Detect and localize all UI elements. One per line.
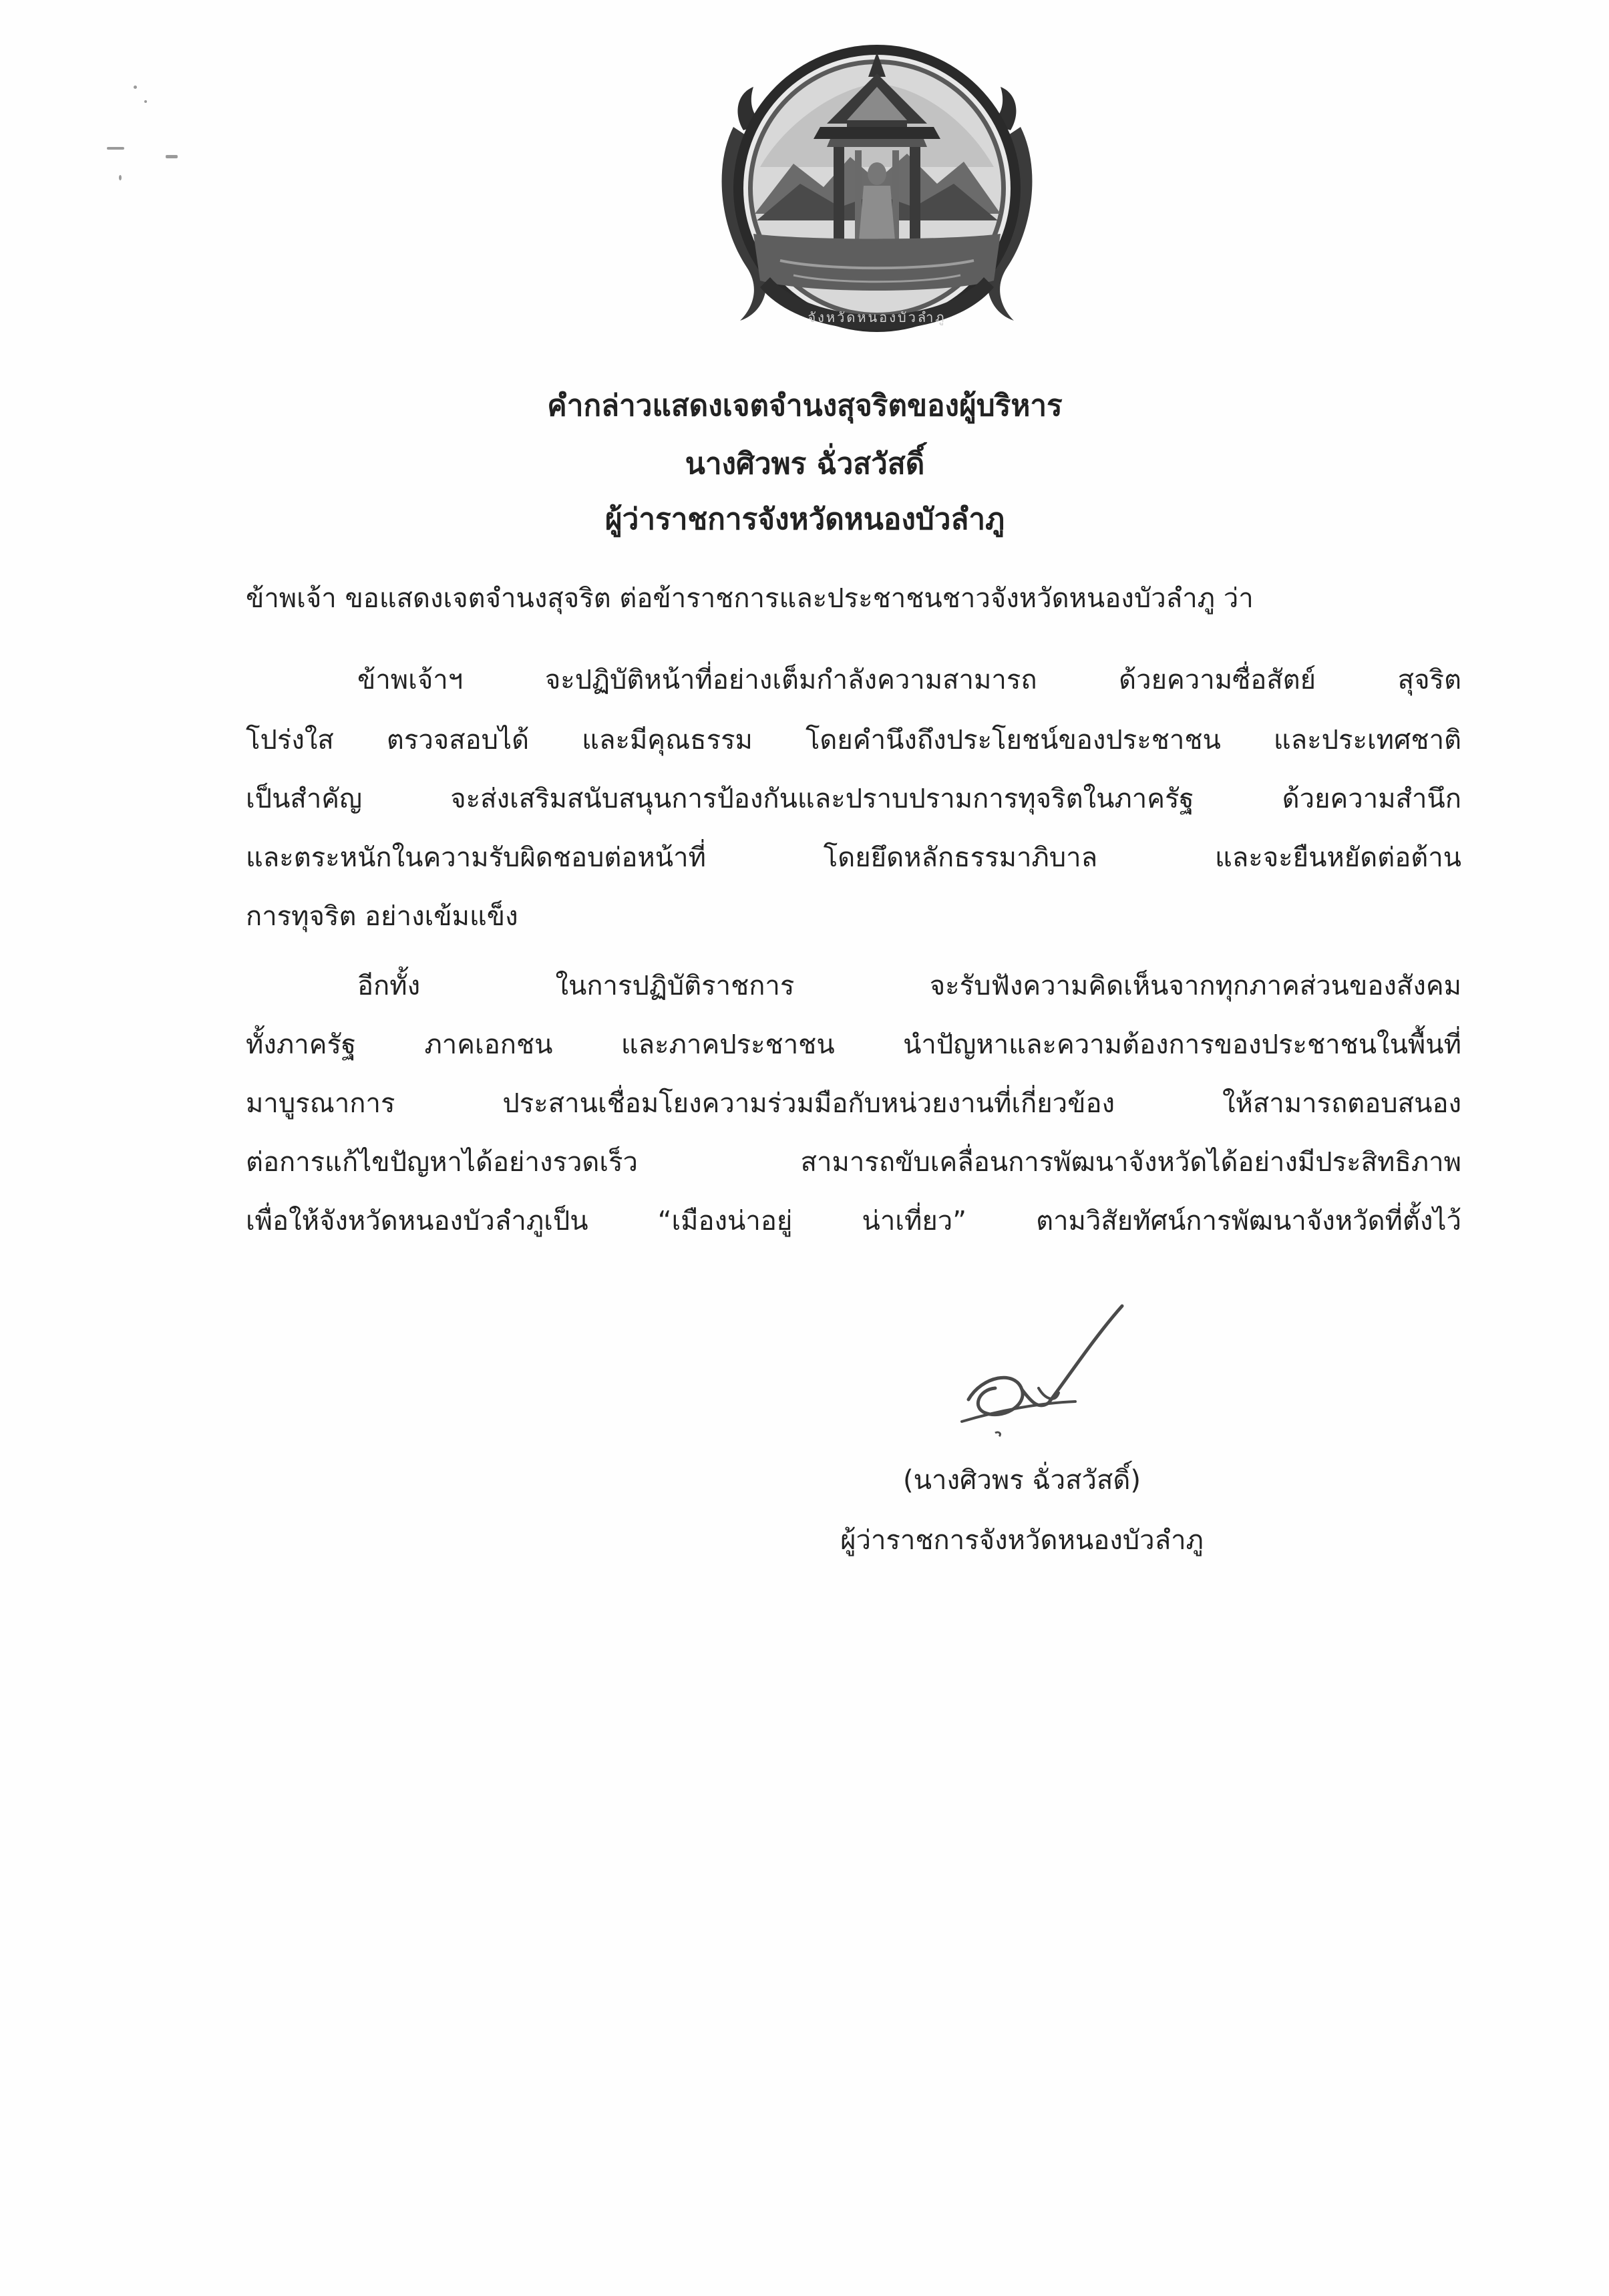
paragraph2-line: เพื่อให้จังหวัดหนองบัวลำภูเป็น “เมืองน่าอยู่ น่าเที่ยว” ตามวิสัยทัศน์การพัฒนาจังหวัดที่ตั้งไว้ xyxy=(246,1206,1461,1237)
seal-ring-text: จังหวัดหนองบัวลำภู xyxy=(808,309,946,325)
intro-line: ข้าพเจ้า ขอแสดงเจตจำนงสุจริต ต่อข้าราชการและประชาชนชาวจังหวัดหนองบัวลำภู ว่า xyxy=(246,583,1254,614)
paragraph1-line: เป็นสำคัญ จะส่งเสริมสนับสนุนการป้องกันและปราบปรามการทุจริตในภาครัฐ ด้วยความสำนึก xyxy=(246,784,1461,814)
paragraph1-line: การทุจริต อย่างเข้มแข็ง xyxy=(246,901,518,932)
scan-speck xyxy=(166,155,178,158)
paragraph2-line: ต่อการแก้ไขปัญหาได้อย่างรวดเร็ว สามารถขับเคลื่อนการพัฒนาจังหวัดได้อย่างมีประสิทธิภาพ xyxy=(246,1147,1461,1178)
handwritten-signature xyxy=(922,1303,1142,1463)
scan-speck xyxy=(119,175,122,180)
paragraph1-line: และตระหนักในความรับผิดชอบต่อหน้าที่ โดยยึดหลักธรรมาภิบาล และจะยืนหยัดต่อต้าน xyxy=(246,842,1461,873)
official-name-heading: นางศิวพร ฉั่วสวัสดิ์ xyxy=(685,447,925,481)
scan-speck xyxy=(134,86,137,89)
provincial-seal-emblem xyxy=(707,13,1047,364)
paragraph1-line: โปร่งใส ตรวจสอบได้ และมีคุณธรรม โดยคำนึงถึงประโยชน์ของประชาชน และประเทศชาติ xyxy=(246,725,1461,756)
scan-speck xyxy=(107,147,124,150)
paragraph2-line: อีกทั้ง ในการปฏิบัติราชการ จะรับฟังความคิดเห็นจากทุกภาคส่วนของสังคม xyxy=(357,971,1461,1001)
paragraph2-line: มาบูรณาการ ประสานเชื่อมโยงความร่วมมือกับหน่วยงานที่เกี่ยวข้อง ให้สามารถตอบสนอง xyxy=(246,1088,1461,1119)
paragraph1-line: ข้าพเจ้าฯ จะปฏิบัติหน้าที่อย่างเต็มกำลังความสามารถ ด้วยความซื่อสัตย์ สุจริต xyxy=(357,665,1461,695)
signatory-title: ผู้ว่าราชการจังหวัดหนองบัวลำภู xyxy=(840,1525,1204,1556)
scan-speck xyxy=(144,100,147,103)
signatory-name: (นางศิวพร ฉั่วสวัสดิ์) xyxy=(903,1465,1141,1496)
document-title: คำกล่าวแสดงเจตจำนงสุจริตของผู้บริหาร xyxy=(547,389,1063,423)
official-position-heading: ผู้ว่าราชการจังหวัดหนองบัวลำภู xyxy=(604,502,1005,536)
paragraph2-line: ทั้งภาครัฐ ภาคเอกชน และภาคประชาชน นำปัญหาและความต้องการของประชาชนในพื้นที่ xyxy=(246,1029,1461,1060)
